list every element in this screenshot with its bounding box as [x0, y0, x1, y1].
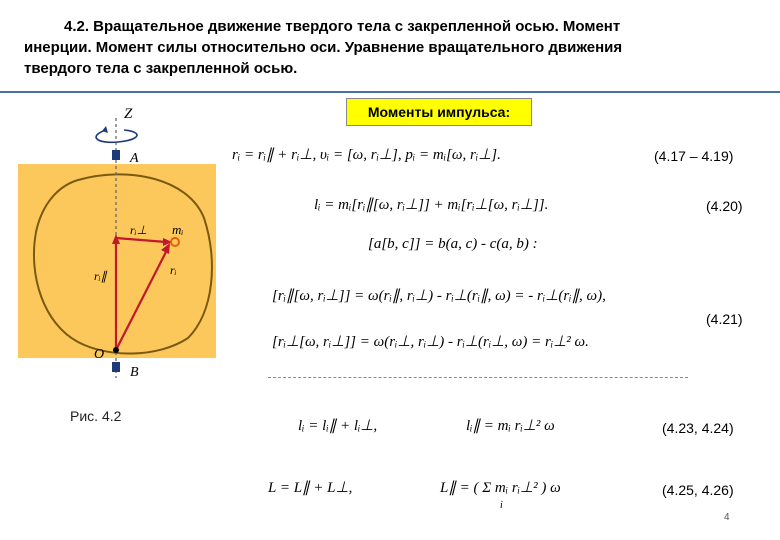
- origin-point: [113, 347, 119, 353]
- title-line-2: инерции. Момент силы относительно оси. Уравнение вращательного движения: [24, 39, 623, 56]
- slide-title: [24, 16, 736, 79]
- label-o: O: [94, 347, 105, 362]
- equation-4-21-b: [rᵢ⊥[ω, rᵢ⊥]] = ω(rᵢ⊥, rᵢ⊥) - rᵢ⊥(rᵢ⊥, ω) = rᵢ⊥² ω.: [272, 334, 589, 350]
- label-r-i: rᵢ: [170, 263, 177, 277]
- equation-bac-cab: [a[b, c]] = b(a, c) - c(a, b) :: [368, 236, 538, 252]
- title-line-3: твердого тела с закрепленной осью.: [24, 60, 298, 77]
- equation-4-26: L∥ = ( Σ mᵢ rᵢ⊥² ) ω: [440, 480, 561, 496]
- equation-number-4-17-19: (4.17 – 4.19): [654, 148, 734, 164]
- label-m-i: mᵢ: [172, 222, 184, 237]
- equation-number-4-25-26: (4.25, 4.26): [662, 482, 734, 498]
- label-r-perp: rᵢ⊥: [130, 223, 148, 237]
- label-b: B: [130, 365, 139, 380]
- equation-4-21-a: [rᵢ∥[ω, rᵢ⊥]] = ω(rᵢ∥, rᵢ⊥) - rᵢ⊥(rᵢ∥, ω) = - rᵢ⊥(rᵢ∥, ω),: [272, 288, 606, 304]
- divider: [0, 91, 780, 93]
- figure-caption: Рис. 4.2: [70, 408, 122, 424]
- title-line-1: 4.2. Вращательное движение твердого тела с закрепленной осью. Момент: [64, 18, 621, 35]
- page-number: 4: [724, 512, 730, 523]
- bearing-b: [112, 362, 120, 372]
- label-r-par: rᵢ∥: [94, 269, 107, 283]
- equation-4-25: L = L∥ + L⊥,: [268, 480, 353, 496]
- section-badge: Моменты импульса:: [346, 98, 532, 126]
- equation-number-4-20: (4.20): [706, 198, 743, 214]
- equation-4-20: lᵢ = mᵢ[rᵢ∥[ω, rᵢ⊥]] + mᵢ[rᵢ⊥[ω, rᵢ⊥]].: [314, 197, 549, 213]
- label-z: Z: [124, 106, 133, 122]
- equation-4-17-19: rᵢ = rᵢ∥ + rᵢ⊥, υᵢ = [ω, rᵢ⊥], pᵢ = mᵢ[ω, rᵢ⊥].: [232, 147, 501, 163]
- equation-4-24: lᵢ∥ = mᵢ rᵢ⊥² ω: [466, 418, 555, 434]
- equation-4-23: lᵢ = lᵢ∥ + lᵢ⊥,: [298, 418, 378, 434]
- mass-point: [171, 238, 179, 246]
- sum-index: i: [500, 500, 503, 511]
- rotation-figure: [18, 100, 216, 435]
- bearing-a: [112, 150, 120, 160]
- dashed-separator: [268, 377, 688, 378]
- equation-number-4-21: (4.21): [706, 311, 743, 327]
- equation-number-4-23-24: (4.23, 4.24): [662, 420, 734, 436]
- label-a: A: [130, 151, 139, 166]
